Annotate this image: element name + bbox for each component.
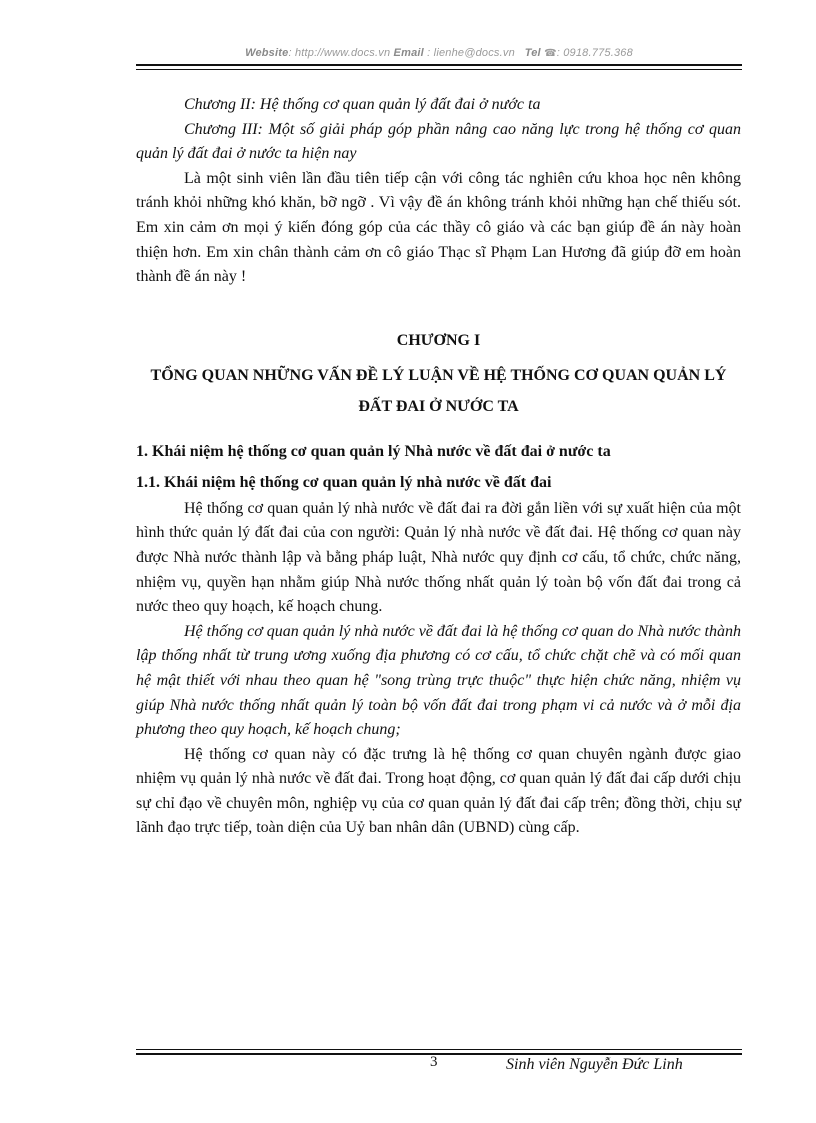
header-rule-thick xyxy=(136,64,742,66)
tel-number: : 0918.775.368 xyxy=(556,47,633,59)
intro-thanks-paragraph: Là một sinh viên lần đầu tiên tiếp cận với công tác nghiên cứu khoa học nên không tránh khỏi những khó khăn, bỡ ngỡ . Vì vậy đề án không tránh khỏi những hạn chế thiếu sót. Em xin cảm ơn mọi ý kiến đóng góp của các thầy cô giáo và các bạn giúp đề án này hoàn thiện hơn. Em xin chân thành cảm ơn cô giáo Thạc sĩ Phạm Lan Hương đã giúp đỡ em hoàn thành đề án này ! xyxy=(136,169,741,286)
intro-chapter2-line: Chương II: Hệ thống cơ quan quản lý đất đai ở nước ta xyxy=(184,96,541,113)
header-rule-thin xyxy=(136,69,742,70)
phone-icon: ☎ xyxy=(544,48,557,59)
intro-chapter3-line: Chương III: Một số giải pháp góp phần nâng cao năng lực trong hệ thống cơ quan quản lý đất đai ở nước ta hiện nay xyxy=(136,120,741,163)
chapter-number: CHƯƠNG I xyxy=(396,331,481,349)
email-label: Email xyxy=(393,47,424,59)
section-heading: 1. Khái niệm hệ thống cơ quan quản lý Nhà nước về đất đai ở nước ta xyxy=(136,442,611,460)
footer-rule-thin xyxy=(136,1049,742,1050)
website-url: : http://www.docs.vn xyxy=(288,47,391,59)
paragraph-2-italic: Hệ thống cơ quan quản lý nhà nước về đất đai là hệ thống cơ quan do Nhà nước thành lập thống nhất từ trung ương xuống địa phương có cơ cấu, tổ chức chặt chẽ và có mối quan hệ mật thiết với nhau theo quan hệ "song trùng trực thuộc" thực hiện chức năng, nhiệm vụ giúp Nhà nước thống nhất quản lý toàn bộ vốn đất đai trong phạm vi cả nước và ở mỗi địa phương theo quy hoạch, kế hoạch chung; xyxy=(136,622,741,739)
footer-rule-thick xyxy=(136,1053,742,1055)
tel-label: Tel xyxy=(524,47,541,59)
paragraph-3: Hệ thống cơ quan này có đặc trưng là hệ thống cơ quan chuyên ngành được giao nhiệm vụ quản lý nhà nước về đất đai. Trong hoạt động, cơ quan quản lý đất đai cấp dưới chịu sự chỉ đạo về chuyên môn, nghiệp vụ của cơ quan quản lý đất đai cấp trên; đồng thời, chịu sự lãnh đạo trực tiếp, toàn diện của Uỷ ban nhân dân (UBND) cùng cấp. xyxy=(136,745,741,837)
chapter-title: TỔNG QUAN NHỮNG VẤN ĐỀ LÝ LUẬN VỀ HỆ THỐNG CƠ QUAN QUẢN LÝ ĐẤT ĐAI Ở NƯỚC TA xyxy=(150,366,727,415)
paragraph-1: Hệ thống cơ quan quản lý nhà nước về đất đai ra đời gắn liền với sự xuất hiện của một hình thức quản lý đất đai của con người: Quản lý nhà nước về đất đai. Hệ thống cơ quan này được Nhà nước thành lập và bằng pháp luật, Nhà nước quy định cơ cấu, tổ chức, chức năng, nhiệm vụ, quyền hạn nhằm giúp Nhà nước thống nhất quản lý toàn bộ vốn đất đai trong cả nước theo quy hoạch, kế hoạch chung. xyxy=(136,499,741,616)
page-number: 3 xyxy=(430,1054,438,1070)
subsection-heading: 1.1. Khái niệm hệ thống cơ quan quản lý nhà nước về đất đai xyxy=(136,473,552,491)
website-label: Website xyxy=(245,47,289,59)
page-header xyxy=(136,47,742,59)
email-address: : lienhe@docs.vn xyxy=(423,47,515,59)
footer-author: Sinh viên Nguyễn Đức Linh xyxy=(506,1056,683,1073)
page-content xyxy=(136,93,741,841)
